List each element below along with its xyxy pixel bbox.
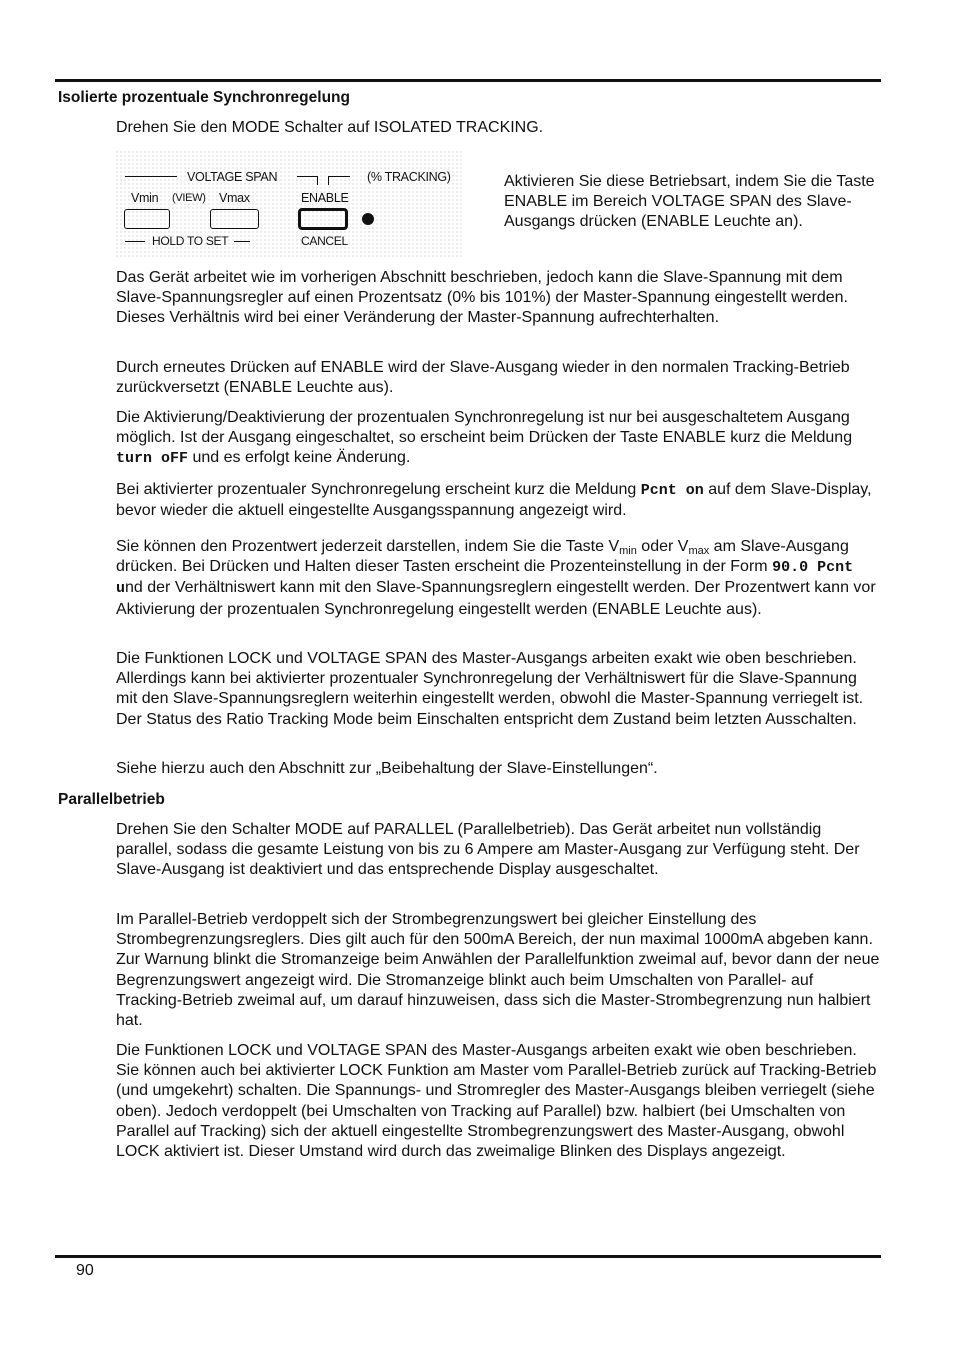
vmin-button[interactable] xyxy=(124,209,170,229)
paragraph-enable-reset: Durch erneutes Drücken auf ENABLE wird der Slave-Ausgang wieder in den normalen Tracking-Betrieb zurückversetzt (ENABLE Leuchte aus). xyxy=(116,359,850,397)
display-message-percent: 90.0 Pcnt u xyxy=(116,559,854,598)
display-message-turn-off: turn oFF xyxy=(116,450,189,468)
paragraph-pcnt-on xyxy=(116,480,881,521)
top-rule xyxy=(55,79,881,82)
subscript-min: min xyxy=(619,545,637,557)
panel-tick-a xyxy=(317,176,318,185)
text-segment: auf dem Slave-Display, bevor wieder die aktuell eingestellte Ausgangsspannung angezeigt wird. xyxy=(116,481,872,520)
paragraph-parallel-mode: Drehen Sie den Schalter MODE auf PARALLEL (Parallelbetrieb). Das Gerät arbeitet nun vollständig parallel, sodass die gesamte Leistung von bis zu 6 Ampere am Master-Ausgang zur Verfügung steht. Der Slave-Ausgang ist deaktiviert und das entsprechende Display ausgeschaltet. xyxy=(116,821,860,879)
subscript-max: max xyxy=(688,545,710,557)
panel-tick-b xyxy=(328,176,329,185)
display-message-pcnt-on: Pcnt on xyxy=(640,482,704,499)
view-label: (VIEW) xyxy=(172,192,206,204)
tracking-label: (% TRACKING) xyxy=(367,170,451,184)
intro-paragraph: Drehen Sie den MODE Schalter auf ISOLATED TRACKING. xyxy=(116,119,544,136)
enable-button[interactable] xyxy=(298,208,348,230)
text-segment: am Slave-Ausgang drücken. Bei Drücken und Halten dieser Tasten erscheint die Prozenteinstellung in der Form xyxy=(116,538,849,576)
paragraph-lock-voltage-span: Die Funktionen LOCK und VOLTAGE SPAN des Master-Ausgangs arbeiten exakt wie oben beschrieben. Allerdings kann bei aktivierter prozentualer Synchronregelung der Verhältniswert für die Slave-Spannung mit den Slave-Spannungsreglern weiterhin eingestellt werden, obwohl die Master-Spannung verriegelt ist. Der Status des Ratio Tracking Mode beim Einschalten entspricht dem Zustand beim letzten Ausschalten. xyxy=(116,650,864,728)
text-segment: Bei aktivierter prozentualer Synchronregelung erscheint kurz die Meldung xyxy=(116,481,641,498)
vmax-label: Vmax xyxy=(219,191,250,205)
enable-led-indicator xyxy=(362,213,374,225)
panel-line-hold-right xyxy=(234,241,250,242)
text-segment: und es erfolgt keine Änderung. xyxy=(188,449,411,467)
voltage-span-label: VOLTAGE SPAN xyxy=(187,170,278,184)
panel-line-hold-left xyxy=(125,241,145,242)
panel-line-right xyxy=(328,176,350,177)
text-segment: Sie können den Prozentwert jederzeit darstellen, indem Sie die Taste V xyxy=(116,538,620,555)
cancel-label: CANCEL xyxy=(301,234,348,248)
vmax-button[interactable] xyxy=(210,209,259,229)
paragraph-current-limit: Im Parallel-Betrieb verdoppelt sich der Strombegrenzungswert bei gleicher Einstellung des Strombegrenzungsreglers. Dies gilt auch für den 500mA Bereich, der nun maximal 1000mA abgeben kann. Zur Warnung blinkt die Stromanzeige beim Anwählen der Parallelfunktion zweimal auf, bevor dann der neue Begrenzungswert angezeigt wird. Die Stromanzeige blinkt auch beim Umschalten von Parallel- auf Tracking-Betrieb zweimal auf, um darauf hinzuweisen, dass sich die Master-Strombegrenzung nun halbiert hat. xyxy=(116,911,880,1030)
paragraph-ratio-tracking: Das Gerät arbeitet wie im vorherigen Abschnitt beschrieben, jedoch kann die Slave-Spannung mit dem Slave-Spannungsregler auf einen Prozentsatz (0% bis 101%) der Master-Spannung eingestellt werden. Dieses Verhältnis wird bei einer Veränderung der Master-Spannung aufrechterhalten. xyxy=(116,269,848,327)
enable-label: ENABLE xyxy=(301,191,349,205)
vmin-label: Vmin xyxy=(131,191,159,205)
text-segment: oder V xyxy=(636,538,689,555)
page-number: 90 xyxy=(76,1262,94,1279)
paragraph-see-also: Siehe hierzu auch den Abschnitt zur „Beibehaltung der Slave-Einstellungen“. xyxy=(116,760,658,777)
paragraph-percentage-display xyxy=(116,537,881,620)
section-heading-isolated-tracking: Isolierte prozentuale Synchronregelung xyxy=(58,89,350,106)
bottom-rule xyxy=(55,1255,881,1258)
enable-description: Aktivieren Sie diese Betriebsart, indem Sie die Taste ENABLE im Bereich VOLTAGE SPAN des Slave-Ausgangs drücken (ENABLE Leuchte an). xyxy=(504,173,875,231)
text-segment: nd der Verhältniswert kann mit den Slave-Spannungsreglern eingestellt werden. Der Prozentwert kann vor Aktivierung der prozentualen Synchronregelung eingestellt werden (ENABLE Leuchte aus). xyxy=(116,579,876,618)
panel-line-left xyxy=(125,176,177,177)
section-heading-parallel: Parallelbetrieb xyxy=(58,791,165,808)
voltage-span-panel-diagram xyxy=(115,150,463,258)
hold-to-set-label: HOLD TO SET xyxy=(152,234,229,248)
paragraph-lock-parallel: Die Funktionen LOCK und VOLTAGE SPAN des Master-Ausgangs arbeiten exakt wie oben beschrieben. Sie können auch bei aktivierter LOCK Funktion am Master vom Parallel-Betrieb zurück auf Tracking-Betrieb (und umgekehrt) schalten. Die Spannungs- und Stromregler des Master-Ausgangs bleiben verriegelt (siehe oben). Jedoch verdoppelt (bei Umschalten von Tracking auf Parallel) bzw. halbiert (bei Umschalten von Parallel auf Tracking) sich der aktuell eingestellte Strombegrenzungswert des Master-Ausgang, obwohl LOCK aktiviert ist. Dieser Umstand wird durch das zweimalige Blinken des Displays angezeigt. xyxy=(116,1042,877,1161)
text-segment: Die Aktivierung/Deaktivierung der prozentualen Synchronregelung ist nur bei ausgeschaltetem Ausgang möglich. Ist der Ausgang eingeschaltet, so erscheint beim Drücken der Taste ENABLE kurz die Meldung xyxy=(116,409,853,447)
paragraph-activation-condition xyxy=(116,408,881,470)
panel-line-mid xyxy=(297,176,317,177)
